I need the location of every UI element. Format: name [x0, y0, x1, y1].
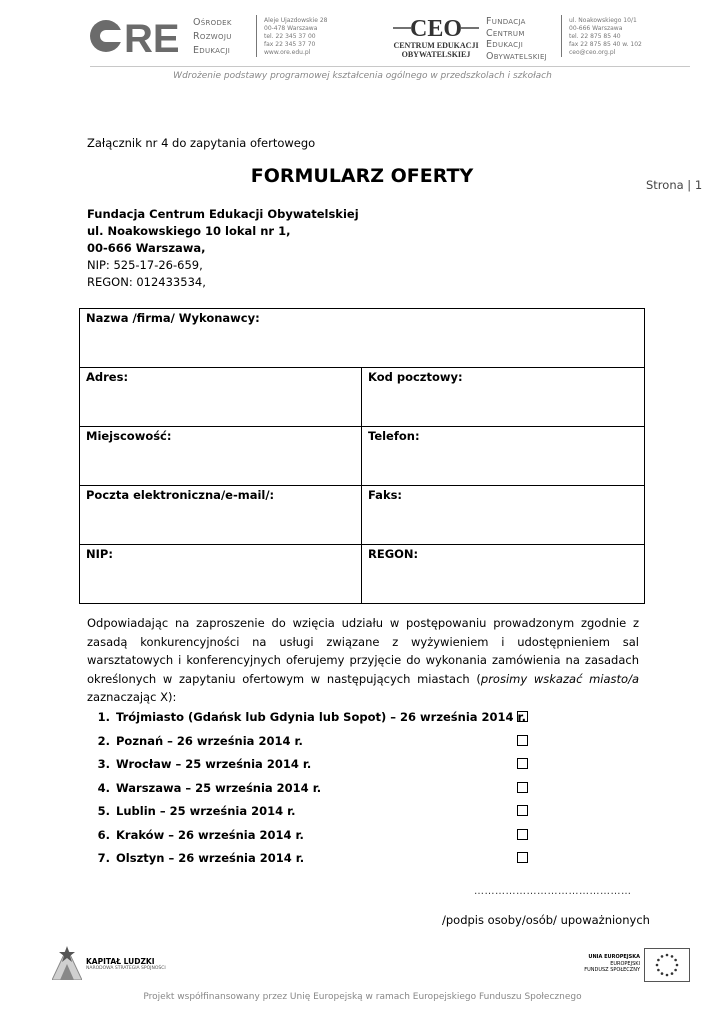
- field-label: Nazwa /firma/ Wykonawcy:: [86, 311, 260, 325]
- signature-label: /podpis osoby/osób/ upoważnionych: [442, 913, 650, 927]
- svg-text:CENTRUM EDUKACJI: CENTRUM EDUKACJI: [393, 41, 479, 50]
- field-label: Adres:: [86, 370, 129, 384]
- checkbox[interactable]: [517, 758, 528, 769]
- checkbox[interactable]: [517, 735, 528, 746]
- attachment-label: Załącznik nr 4 do zapytania ofertowego: [87, 136, 316, 150]
- nip-field[interactable]: [80, 545, 362, 604]
- eu-flag-icon: [644, 948, 690, 982]
- recipient-name: Fundacja Centrum Edukacji Obywatelskiej: [87, 207, 359, 221]
- recipient-nip: NIP: 525-17-26-659,: [87, 258, 203, 272]
- list-item: 1. Trójmiasto (Gdańsk lub Gdynia lub Sopot) – 26 września 2014 r.: [92, 710, 542, 734]
- field-label: Telefon:: [368, 429, 420, 443]
- fax-field[interactable]: [362, 486, 645, 545]
- kapital-ludzki-logo: [52, 944, 82, 980]
- city-list: [92, 710, 542, 875]
- checkbox[interactable]: [517, 782, 528, 793]
- checkbox[interactable]: [517, 711, 528, 722]
- recipient-city: 00-666 Warszawa,: [87, 241, 206, 255]
- signature-line: ………………………………………: [474, 886, 632, 897]
- city-field[interactable]: [80, 427, 362, 486]
- checkbox[interactable]: [517, 852, 528, 863]
- footer-note: Projekt współfinansowany przez Unię Europejską w ramach Europejskiego Funduszu Społecznego: [143, 992, 582, 1002]
- email-field[interactable]: [80, 486, 362, 545]
- recipient-regon: REGON: 012433534,: [87, 275, 206, 289]
- field-label: Faks:: [368, 488, 403, 502]
- svg-text:OBYWATELSKIEJ: OBYWATELSKIEJ: [401, 50, 471, 59]
- page-title: FORMULARZ OFERTY: [250, 165, 474, 187]
- field-label: Poczta elektroniczna/e-mail/:: [86, 488, 275, 502]
- phone-field[interactable]: [362, 427, 645, 486]
- svg-text:CEO: CEO: [409, 16, 463, 42]
- ore-address: Aleje Ujazdowskie 28 00-478 Warszawa tel. 22 345 37 00 fax 22 345 37 70 www.ore.edu.pl: [264, 17, 328, 56]
- postcode-field[interactable]: [362, 368, 645, 427]
- field-label: NIP:: [86, 547, 113, 561]
- list-item: 3. Wrocław – 25 września 2014 r.: [92, 757, 542, 781]
- list-item: 7. Olsztyn – 26 września 2014 r.: [92, 851, 542, 875]
- field-label: REGON:: [368, 547, 419, 561]
- list-item: 5. Lublin – 25 września 2014 r.: [92, 804, 542, 828]
- ore-logo: [86, 14, 186, 58]
- list-item: 2. Poznań – 26 września 2014 r.: [92, 734, 542, 758]
- contractor-name-field[interactable]: [80, 309, 645, 368]
- recipient-address: [87, 206, 359, 291]
- ore-names: Ośrodek Rozwoju Edukacji: [193, 17, 232, 56]
- list-item: 4. Warszawa – 25 września 2014 r.: [92, 781, 542, 805]
- ceo-address: ul. Noakowskiego 10/1 00-666 Warszawa tel. 22 875 85 40 fax 22 875 85 40 w. 102 ceo@ceo.org.pl: [569, 17, 642, 56]
- contractor-form: [79, 308, 645, 604]
- ceo-logo: [393, 14, 479, 60]
- recipient-street: ul. Noakowskiego 10 lokal nr 1,: [87, 224, 291, 238]
- checkbox[interactable]: [517, 805, 528, 816]
- svg-text:RE: RE: [124, 17, 180, 58]
- checkbox[interactable]: [517, 829, 528, 840]
- regon-field[interactable]: [362, 545, 645, 604]
- offer-paragraph: Odpowiadając na zaproszenie do wzięcia udziału w postępowaniu prowadzonym zgodnie z zasadą konkurencyjności na usługi związane z wyżywieniem i udostępnieniem sal warsztatowych i konferencyjnych oferujemy przyjęcie do wykonania zamówienia na zasadach określonych w zapytaniu ofertowym w następujących miastach (prosimy wskazać miasto/a zaznaczając X):: [87, 616, 639, 704]
- divider: [561, 15, 562, 57]
- field-label: Miejscowość:: [86, 429, 172, 443]
- divider: [256, 15, 257, 57]
- ceo-names: Fundacja Centrum Edukacji Obywatelskiej: [486, 16, 548, 62]
- header-tagline: Wdrożenie podstawy programowej kształcenia ogólnego w przedszkolach i szkołach: [173, 71, 552, 81]
- eu-text: UNIA EUROPEJSKA EUROPEJSKI FUNDUSZ SPOŁECZNY: [584, 954, 640, 973]
- field-label: Kod pocztowy:: [368, 370, 463, 384]
- kapital-ludzki-title: KAPITAŁ LUDZKI: [86, 957, 155, 966]
- page-number: Strona | 1: [646, 178, 703, 192]
- kapital-ludzki-subtitle: NARODOWA STRATEGIA SPÓJNOŚCI: [86, 966, 166, 971]
- address-field[interactable]: [80, 368, 362, 427]
- header-rule: [90, 66, 690, 67]
- list-item: 6. Kraków – 26 września 2014 r.: [92, 828, 542, 852]
